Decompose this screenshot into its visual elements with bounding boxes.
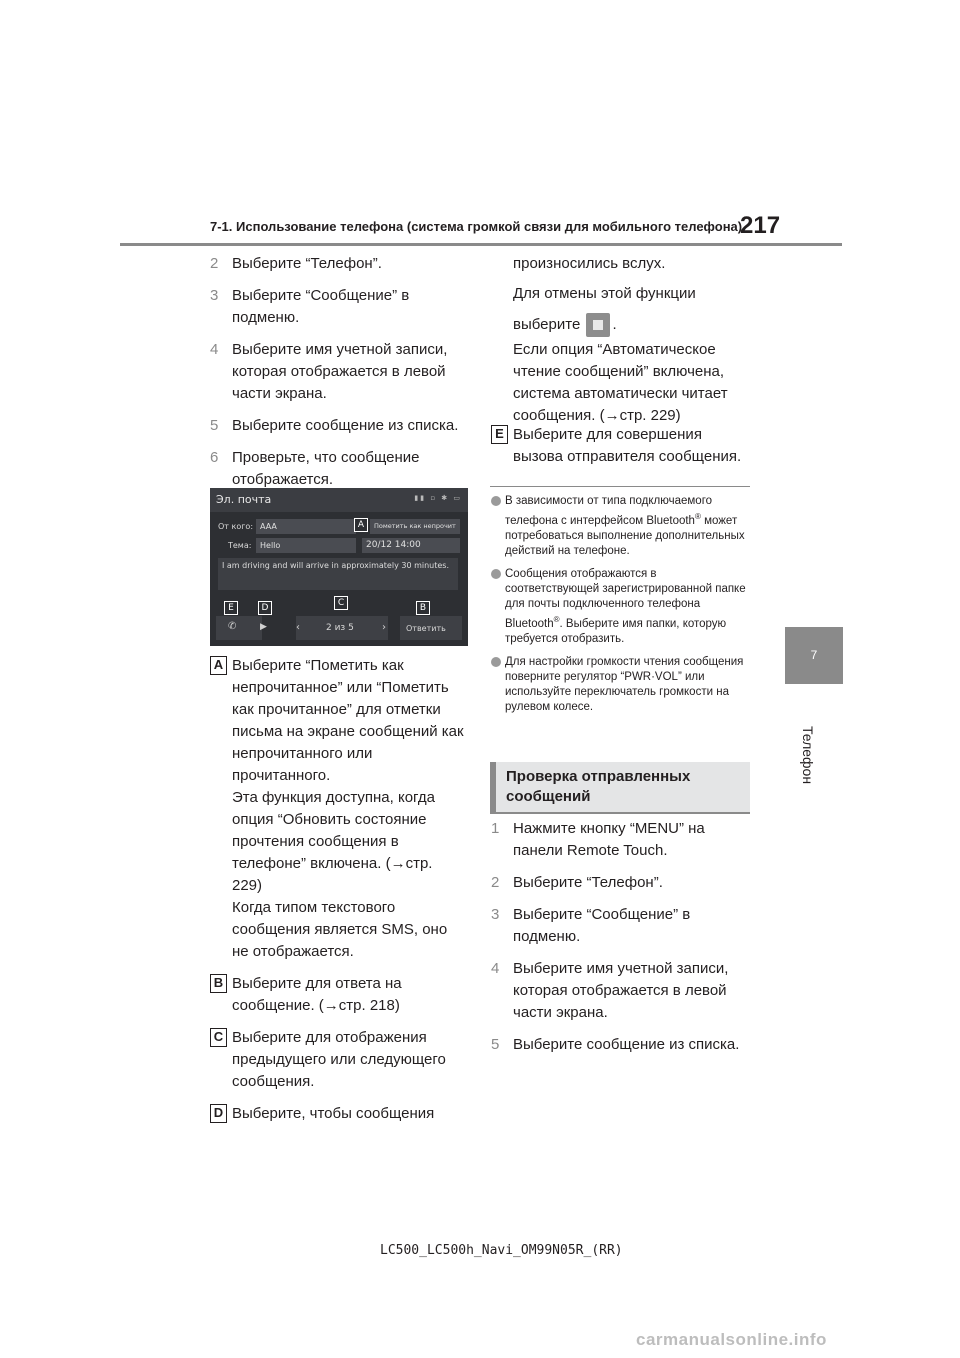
continued-text-pre: выберите: [513, 315, 581, 333]
from-label: От кого:: [218, 522, 254, 531]
badge-c: C: [210, 1028, 227, 1047]
callout-text: Выберите для совершения вызова отправителя сообщения.: [513, 426, 742, 465]
chapter-label: Телефон: [800, 726, 816, 785]
bullet-icon: [491, 496, 501, 506]
step-number: 1: [491, 820, 500, 837]
step-item: [210, 339, 460, 405]
chevron-left-icon[interactable]: ‹: [296, 622, 300, 633]
step-text: Выберите “Сообщение” в подменю.: [232, 287, 410, 326]
note-text-part: . Выберите имя папки, которую требуется отобразить.: [505, 617, 727, 645]
step-number: 4: [210, 341, 219, 358]
continued-text: [513, 313, 751, 337]
step-text: Выберите “Сообщение” в подменю.: [513, 906, 691, 945]
notes-list: [491, 494, 753, 723]
step-item: [491, 904, 741, 948]
from-value: AAA: [256, 519, 356, 534]
message-body: I am driving and will arrive in approximately 30 minutes.: [218, 558, 458, 590]
call-control[interactable]: [216, 616, 262, 640]
callout-d: D: [258, 601, 272, 615]
step-number: 3: [210, 287, 219, 304]
note-text-part: В зависимости от типа подключаемого телефона с интерфейсом Bluetooth: [505, 495, 713, 527]
note-item: [491, 494, 753, 559]
watermark: carmanualsonline.info: [636, 1330, 827, 1349]
callout-c: C: [334, 596, 348, 610]
note-item: [491, 567, 753, 647]
callout-e: E: [224, 601, 238, 615]
callout-item-b: [210, 973, 464, 1017]
registered-mark: ®: [553, 614, 560, 624]
message-counter: 2 из 5: [326, 623, 354, 633]
subject-label: Тема:: [228, 541, 252, 550]
step-number: 3: [491, 906, 500, 923]
note-text: [505, 494, 753, 559]
continued-text: Если опция “Автоматическое чтение сообщений” включена, система автоматически читает сообщения. (→стр. 229): [513, 341, 728, 424]
step-item: [210, 253, 460, 275]
section-underline: [490, 812, 750, 814]
callout-item-a: [210, 655, 464, 963]
continued-text: произносились вслух.: [513, 255, 666, 272]
chapter-tab: 7: [785, 627, 843, 684]
callout-a: A: [354, 518, 368, 532]
callout-item-c: [210, 1027, 464, 1093]
right-steps: [491, 818, 741, 1066]
left-callout-list: [210, 655, 464, 1135]
note-item: [491, 655, 753, 715]
callout-text: [232, 655, 464, 963]
badge-e: E: [491, 425, 508, 444]
step-text: Выберите “Телефон”.: [232, 255, 382, 272]
callout-extra-text: Когда типом текстового сообщения является SMS, оно не отображается.: [232, 899, 448, 960]
note-text: [505, 655, 753, 715]
bullet-icon: [491, 657, 501, 667]
step-text: Выберите сообщение из списка.: [232, 417, 459, 434]
callout-item-d: [210, 1103, 464, 1125]
left-steps: [210, 253, 460, 501]
document-code: LC500_LC500h_Navi_OM99N05R_(RR): [380, 1243, 623, 1258]
chevron-right-icon[interactable]: ›: [382, 622, 386, 633]
header-title: 7-1. Использование телефона (система громкой связи для мобильного телефона): [210, 219, 743, 234]
step-number: 5: [210, 417, 219, 434]
badge-d: D: [210, 1104, 227, 1123]
step-item: [210, 415, 460, 437]
page-number: 217: [740, 212, 781, 239]
screen-title: Эл. почта: [216, 493, 272, 506]
callout-text: Выберите для ответа на сообщение. (→стр. 218): [232, 975, 402, 1014]
step-item: [491, 872, 741, 894]
header-divider: [120, 243, 842, 246]
step-number: 5: [491, 1036, 500, 1053]
step-number: 4: [491, 960, 500, 977]
status-icons: ▮▮ ▫ ✱ ▭: [414, 494, 462, 502]
step-text: Выберите имя учетной записи, которая отображается в левой части экрана.: [232, 341, 448, 402]
subject-value: Hello: [256, 538, 356, 553]
notes-divider: [490, 486, 750, 487]
callout-item-e: [491, 424, 753, 468]
phone-icon[interactable]: ✆: [228, 621, 237, 632]
message-screen-illustration: [210, 488, 468, 646]
note-text-part: может потребоваться выполнение дополнительных действий на телефоне.: [505, 514, 745, 557]
step-number: 6: [210, 449, 219, 466]
step-item: [491, 1034, 741, 1056]
stop-reading-button-icon: [586, 313, 610, 337]
note-text-part: Сообщения отображаются в соответствующей зарегистрированной папке для почты подключенного телефона Bluetooth: [505, 567, 746, 630]
play-icon[interactable]: ▶: [260, 622, 267, 632]
callout-text: Выберите для отображения предыдущего или следующего сообщения.: [232, 1029, 446, 1090]
bullet-icon: [491, 569, 501, 579]
message-datetime: 20/12 14:00: [362, 538, 460, 553]
note-text-part: Для настройки громкости чтения сообщения поверните регулятор “PWR·VOL” или используйте переключатель громкости на рулевом колесе.: [505, 655, 744, 713]
step-item: [491, 818, 741, 862]
step-item: [210, 285, 460, 329]
badge-b: B: [210, 974, 227, 993]
callout-main-text: Выберите “Пометить как непрочитанное” или “Пометить как прочитанное” для отметки письма на экране сообщений как непрочитанного или прочитанного.: [232, 657, 464, 784]
mark-unread-button[interactable]: Пометить как непрочит: [370, 519, 460, 534]
step-text: Выберите сообщение из списка.: [513, 1036, 740, 1053]
continued-text: Для отмены этой функции: [513, 285, 696, 302]
step-text: Проверьте, что сообщение отображается.: [232, 449, 420, 488]
step-number: 2: [210, 255, 219, 272]
callout-extra-text: Эта функция доступна, когда опция “Обновить состояние прочтения сообщения в телефоне” включена. (→стр. 229): [232, 789, 435, 894]
badge-a: A: [210, 656, 227, 675]
step-item: [210, 447, 460, 491]
callout-e-row: [491, 424, 753, 468]
step-item: [491, 958, 741, 1024]
note-text: [505, 567, 753, 647]
section-heading: Проверка отправленных сообщений: [490, 762, 750, 812]
step-text: Нажмите кнопку “MENU” на панели Remote Touch.: [513, 820, 705, 859]
callout-text: Выберите, чтобы сообщения: [232, 1105, 435, 1122]
registered-mark: ®: [694, 512, 701, 521]
right-continuation: [513, 253, 751, 427]
step-text: Выберите имя учетной записи, которая отображается в левой части экрана.: [513, 960, 729, 1021]
step-text: Выберите “Телефон”.: [513, 874, 663, 891]
callout-b: B: [416, 601, 430, 615]
step-number: 2: [491, 874, 500, 891]
continued-text-post: .: [612, 315, 617, 333]
reply-button-label[interactable]: Ответить: [406, 624, 446, 633]
